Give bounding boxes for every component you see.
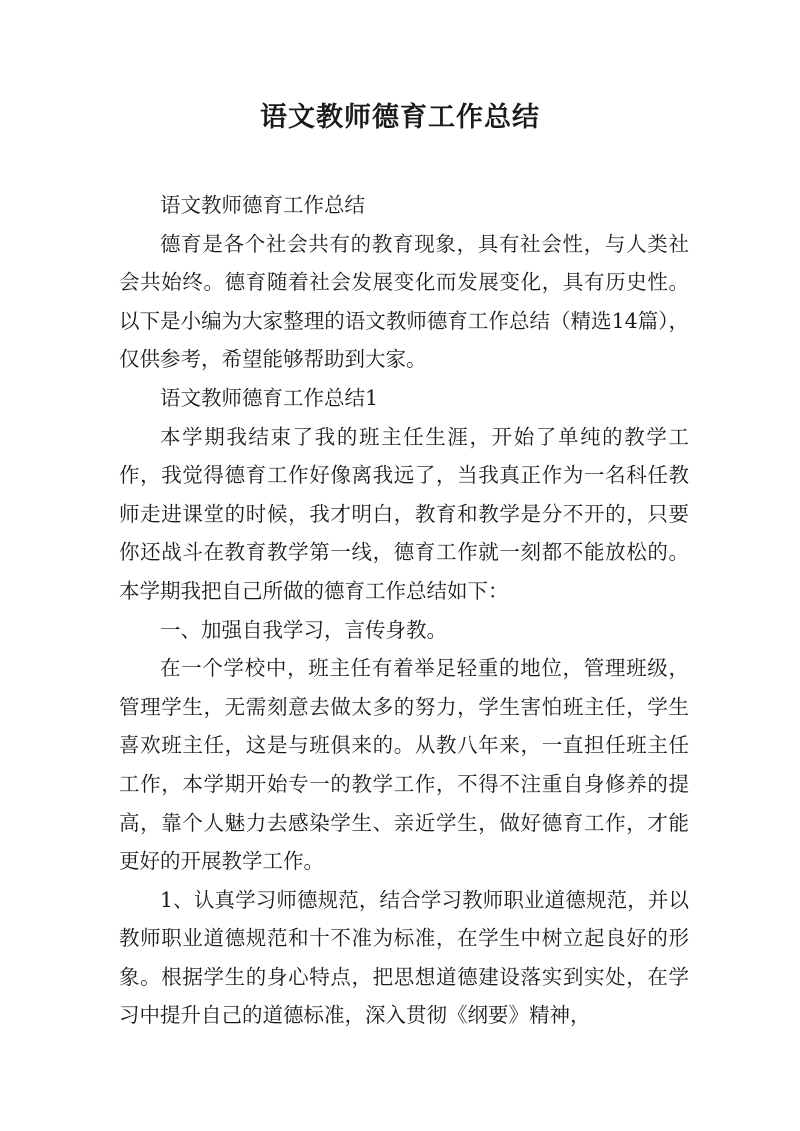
paragraph-subtitle: 语文教师德育工作总结 bbox=[160, 193, 365, 217]
subheading-self-study: 一、加强自我学习，言传身教。 bbox=[160, 617, 447, 642]
paragraph-intro: 德育是各个社会共有的教育现象，具有社会性，与人类社会共始终。德育随着社会发展变化而发展变化，具有历史性。以下是小编为大家整理的语文教师德育工作总结（精选14篇），仅供参考，希望能够帮助到大家。 bbox=[119, 231, 689, 372]
paragraph-opening: 本学期我结束了我的班主任生涯，开始了单纯的教学工作，我觉得德育工作好像离我远了，当我真正作为一名科任教师走进课堂的时候，我才明白，教育和教学是分不开的，只要你还战斗在教育教学第一线，德育工作就一刻都不能放松的。本学期我把自己所做的德育工作总结如下： bbox=[119, 424, 689, 603]
document-body bbox=[119, 186, 689, 1035]
document-title: 语文教师德育工作总结 bbox=[260, 102, 540, 133]
paragraph-ethics-study: 1、认真学习师德规范，结合学习教师职业道德规范，并以教师职业道德规范和十不准为标准，在学生中树立起良好的形象。根据学生的身心特点，把思想道德建设落实到实处，在学习中提升自己的道德标准，深入贯彻《纲要》精神， bbox=[119, 887, 689, 1028]
section-heading-1: 语文教师德育工作总结1 bbox=[160, 385, 379, 410]
paragraph-head-teacher: 在一个学校中，班主任有着举足轻重的地位，管理班级，管理学生，无需刻意去做太多的努力，学生害怕班主任，学生喜欢班主任，这是与班俱来的。从教八年来，一直担任班主任工作，本学期开始专一的教学工作，不得不注重自身修养的提高，靠个人魅力去感染学生、亲近学生，做好德育工作，才能更好的开展教学工作。 bbox=[119, 656, 689, 874]
